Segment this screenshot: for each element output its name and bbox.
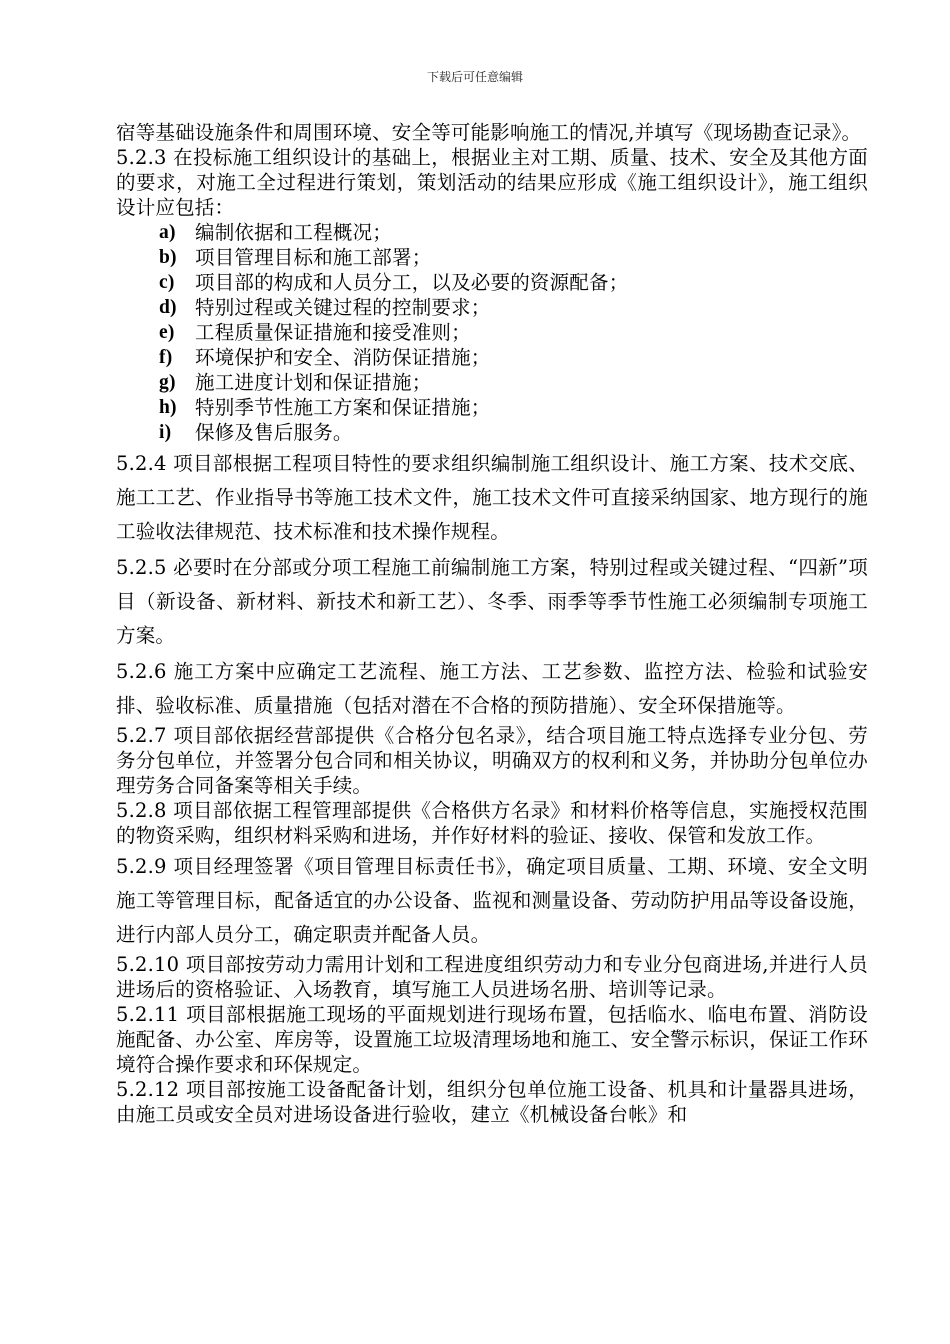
list-item — [116, 245, 868, 270]
list-item — [116, 370, 868, 395]
paragraph-5-2-5: 5.2.5 必要时在分部或分项工程施工前编制施工方案，特别过程或关键过程、“四新”项目（新设备、新材料、新技术和新工艺）、冬季、雨季等季节性施工必须编制专项施工方案。 — [116, 556, 868, 647]
list-text: 项目部的构成和人员分工，以及必要的资源配备； — [195, 271, 629, 294]
paragraph-5-2-4: 5.2.4 项目部根据工程项目特性的要求组织编制施工组织设计、施工方案、技术交底、施工工艺、作业指导书等施工技术文件，施工技术文件可直接采纳国家、地方现行的施工验收法律规范、技术标准和技术操作规程。 — [116, 452, 868, 543]
paragraph-5-2-8: 5.2.8 项目部依据工程管理部提供《合格供方名录》和材料价格等信息，实施授权范围的物资采购，组织材料采购和进场，并作好材料的验证、接收、保管和发放工作。 — [116, 799, 868, 847]
paragraph-5-2-7: 5.2.7 项目部依据经营部提供《合格分包名录》，结合项目施工特点选择专业分包、劳务分包单位，并签署分包合同和相关协议，明确双方的权利和义务，并协助分包单位办理劳务合同备案等相关手续。 — [116, 724, 868, 797]
list-marker: c) — [159, 272, 175, 293]
paragraph-intro: 宿等基础设施条件和周围环境、安全等可能影响施工的情况,并填写《现场勘查记录》。 — [116, 121, 862, 144]
paragraph-5-2-10: 5.2.10 项目部按劳动力需用计划和工程进度组织劳动力和专业分包商进场,并进行人员进场后的资格验证、入场教育，填写施工人员进场名册、培训等记录。 — [116, 953, 868, 1001]
list-text: 编制依据和工程概况； — [195, 221, 393, 244]
design-contents-list — [116, 220, 868, 445]
list-text: 环境保护和安全、消防保证措施； — [195, 346, 491, 369]
list-item — [116, 270, 868, 295]
page-header: 下载后可任意编辑 — [426, 70, 523, 84]
list-item — [116, 220, 868, 245]
list-marker: a) — [159, 222, 176, 243]
list-text: 施工进度计划和保证措施； — [195, 371, 432, 394]
list-marker: e) — [159, 322, 175, 343]
list-item — [116, 295, 868, 320]
list-item — [116, 320, 868, 345]
list-item — [116, 395, 868, 420]
document-body — [116, 120, 868, 1127]
list-marker: f) — [159, 347, 173, 368]
paragraph-5-2-6: 5.2.6 施工方案中应确定工艺流程、施工方法、工艺参数、监控方法、检验和试验安排、验收标准、质量措施（包括对潜在不合格的预防措施）、安全环保措施等。 — [116, 660, 868, 717]
list-marker: d) — [159, 297, 177, 318]
list-item — [116, 345, 868, 370]
list-text: 项目管理目标和施工部署； — [195, 246, 432, 269]
list-marker: g) — [159, 372, 176, 393]
paragraph-5-2-11: 5.2.11 项目部根据施工现场的平面规划进行现场布置，包括临水、临电布置、消防设施配备、办公室、库房等，设置施工垃圾清理场地和施工、安全警示标识，保证工作环境符合操作要求和环保规定。 — [116, 1003, 868, 1076]
list-text: 保修及售后服务。 — [195, 421, 353, 444]
paragraph-5-2-12: 5.2.12 项目部按施工设备配备计划，组织分包单位施工设备、机具和计量器具进场，由施工员或安全员对进场设备进行验收，建立《机械设备台帐》和 — [116, 1078, 868, 1126]
list-marker: h) — [159, 397, 177, 418]
list-text: 特别季节性施工方案和保证措施； — [195, 396, 491, 419]
paragraph-5-2-3: 5.2.3 在投标施工组织设计的基础上，根据业主对工期、质量、技术、安全及其他方面的要求，对施工全过程进行策划，策划活动的结果应形成《施工组织设计》，施工组织设计应包括： — [116, 146, 868, 219]
list-marker: b) — [159, 247, 177, 268]
paragraph-5-2-9: 5.2.9 项目经理签署《项目管理目标责任书》，确定项目质量、工期、环境、安全文明施工等管理目标，配备适宜的办公设备、监视和测量设备、劳动防护用品等设备设施，进行内部人员分工，确定职责并配备人员。 — [116, 855, 868, 946]
list-item — [116, 420, 868, 445]
list-text: 工程质量保证措施和接受准则； — [195, 321, 471, 344]
list-text: 特别过程或关键过程的控制要求； — [195, 296, 491, 319]
list-marker: i) — [159, 422, 172, 443]
